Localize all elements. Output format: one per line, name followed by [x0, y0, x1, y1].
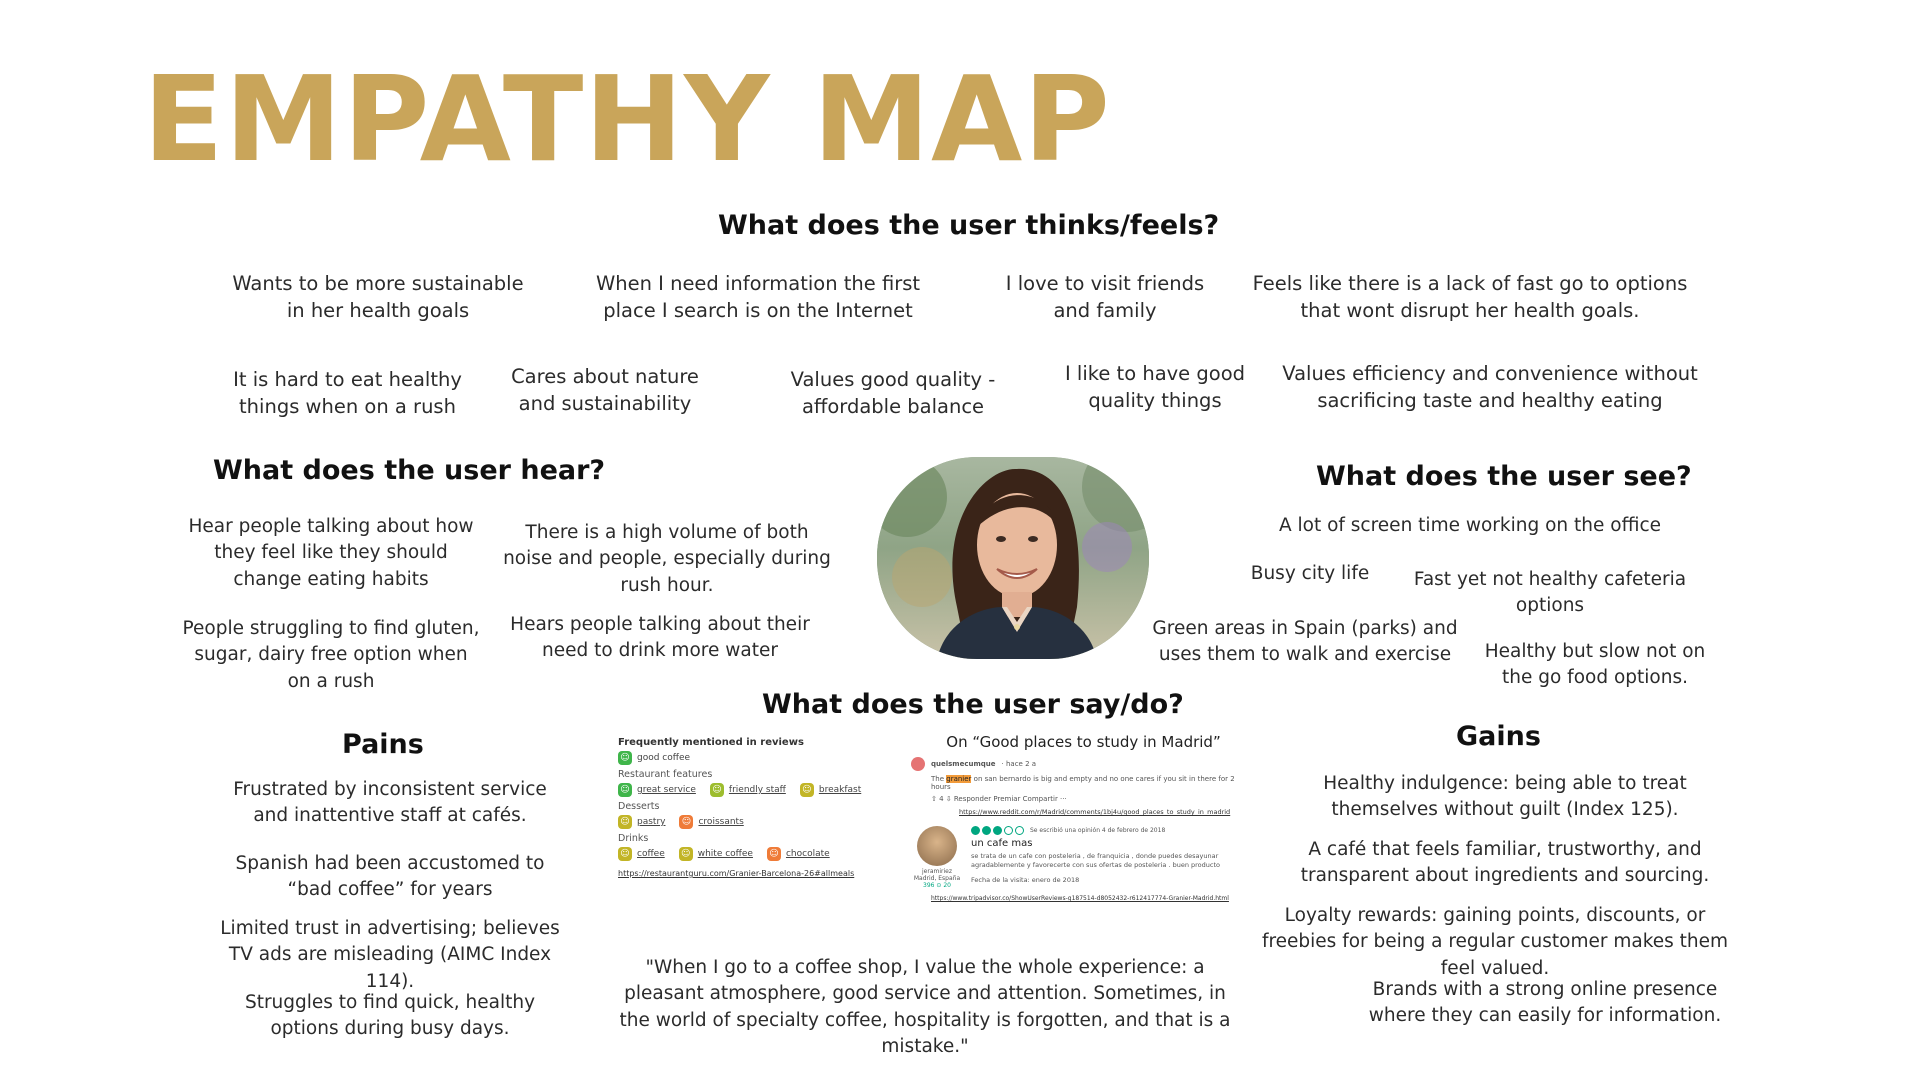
see-item: Busy city life: [1250, 563, 1370, 584]
forum-actions[interactable]: ⇧ 4 ⇩ Responder Premiar Compartir ···: [931, 795, 1067, 803]
forum-screenshot: [911, 733, 1256, 943]
comment-highlight: granier: [946, 775, 972, 783]
see-item: Healthy but slow not on the go food options.: [1484, 641, 1706, 689]
gains-item: Loyalty rewards: gaining points, discounts, or freebies for being a regular customer makes them feel valued.: [1261, 905, 1729, 979]
smile-icon: ☺: [618, 815, 632, 829]
hear-item: People struggling to find gluten, sugar, dairy free option when on a rush: [182, 618, 480, 692]
user-quote: "When I go to a coffee shop, I value the whole experience: a pleasant atmosphere, good service and attention. Sometimes, in the world of specialty coffee, hospitality is forgotten, and that is a mistake.": [619, 957, 1231, 1057]
mention-chip[interactable]: [710, 783, 786, 797]
pains-item: Frustrated by inconsistent service and inattentive staff at cafés.: [233, 779, 547, 827]
gains-item: Healthy indulgence: being able to treat themselves without guilt (Index 125).: [1323, 773, 1687, 821]
mention-chip[interactable]: [618, 847, 665, 861]
thinks-item: When I need information the first place I search is on the Internet: [595, 272, 921, 322]
thinks-item: Values good quality - affordable balance: [790, 368, 996, 418]
review-body: se trata de un cafe con posteleria , de franquicia , donde puedes desayunar agradablemente y favorecerte con sus ofertas de posteleria . buen producto: [971, 852, 1220, 869]
desserts-label: Desserts: [618, 801, 660, 812]
reviews-screenshot: [618, 737, 898, 929]
mention-chip[interactable]: [800, 783, 861, 797]
rating-bubbles: [971, 826, 1024, 835]
reviewer-name: jeramiriez: [922, 868, 952, 875]
forum-caption: On “Good places to study in Madrid”: [946, 733, 1221, 751]
pains-item: Struggles to find quick, healthy options during busy days.: [244, 992, 536, 1040]
smile-icon: ☺: [618, 847, 632, 861]
see-heading: What does the user see?: [1316, 461, 1692, 492]
mention-chip[interactable]: [679, 847, 753, 861]
see-item: Fast yet not healthy cafeteria options: [1413, 569, 1687, 617]
smile-icon: ☺: [679, 815, 693, 829]
forum-user: quelsmecumque: [931, 760, 996, 768]
reviewer-location: Madrid, España: [913, 875, 961, 882]
portrait-image: [877, 457, 1149, 659]
mention-link[interactable]: chocolate: [785, 849, 830, 859]
reviewer-stats: 396 ⊙ 20: [923, 882, 951, 889]
source-url[interactable]: https://restaurantguru.com/Granier-Barcelona-26#allmeals: [618, 869, 855, 878]
hear-item: There is a high volume of both noise and people, especially during rush hour.: [503, 522, 831, 596]
saydo-heading: What does the user say/do?: [762, 689, 1184, 720]
page-title: EMPATHY MAP: [143, 50, 1111, 188]
pains-item: Spanish had been accustomed to “bad coffee” for years: [235, 853, 545, 901]
smile-icon: ☺: [800, 783, 814, 797]
smile-icon: ☺: [710, 783, 724, 797]
thinks-item: I love to visit friends and family: [1005, 272, 1205, 322]
mention-chip[interactable]: [618, 815, 665, 829]
thinks-heading: What does the user thinks/feels?: [718, 210, 1220, 241]
forum-user-meta: · hace 2 a: [1001, 760, 1037, 768]
source-url[interactable]: https://www.reddit.com/r/Madrid/comments/1bj4u/good_places_to_study_in_madrid: [959, 808, 1231, 816]
avatar: [911, 757, 925, 771]
mention-link[interactable]: white coffee: [697, 849, 753, 859]
pains-heading: Pains: [342, 729, 424, 760]
drinks-label: Drinks: [618, 833, 649, 844]
gains-heading: Gains: [1456, 721, 1541, 752]
pains-item: Limited trust in advertising; believes TV ads are misleading (AIMC Index 114).: [220, 918, 560, 992]
review-title: un cafe mas: [971, 838, 1033, 849]
forum-comment: [931, 775, 1256, 791]
mention-link[interactable]: breakfast: [818, 785, 862, 795]
mention-link[interactable]: great service: [637, 785, 696, 795]
smile-icon: ☺: [618, 783, 632, 797]
thinks-item: Feels like there is a lack of fast go to options that wont disrupt her health goals.: [1252, 272, 1688, 322]
mention-link[interactable]: friendly staff: [728, 785, 786, 795]
source-url[interactable]: https://www.tripadvisor.co/ShowUserReviews-g187514-d8052432-r612417774-Granier-Madrid.html: [931, 895, 1229, 902]
comment-text: on san bernardo is big and empty and no one cares if you sit in there for 2 hours: [931, 775, 1235, 791]
user-portrait: [877, 457, 1149, 659]
see-item: A lot of screen time working on the office: [1278, 515, 1662, 536]
thinks-item: It is hard to eat healthy things when on a rush: [233, 368, 462, 418]
smile-icon: ☺: [767, 847, 781, 861]
thinks-item: Cares about nature and sustainability: [511, 365, 699, 415]
features-label: Restaurant features: [618, 769, 713, 780]
thinks-item: Wants to be more sustainable in her health goals: [232, 272, 524, 322]
gains-item: A café that feels familiar, trustworthy, and transparent about ingredients and sourcing.: [1300, 839, 1710, 887]
reviewer-avatar: [917, 826, 957, 866]
hear-item: Hears people talking about their need to drink more water: [510, 614, 810, 662]
thinks-item: Values efficiency and convenience without sacrificing taste and healthy eating: [1282, 362, 1698, 412]
hear-heading: What does the user hear?: [213, 455, 606, 486]
mention-link[interactable]: croissants: [698, 817, 744, 827]
smile-icon: ☺: [679, 847, 693, 861]
mention-label: good coffee: [637, 753, 691, 763]
comment-text: The: [931, 775, 947, 783]
review-meta: Se escribió una opinión 4 de febrero de 2018: [1030, 827, 1166, 834]
mention-chip[interactable]: [679, 815, 743, 829]
mention-chip[interactable]: [767, 847, 830, 861]
mention-chip: [618, 751, 690, 765]
hear-item: Hear people talking about how they feel like they should change eating habits: [188, 516, 474, 590]
reviews-header: Frequently mentioned in reviews: [618, 737, 804, 748]
gains-item: Brands with a strong online presence where they can easily for information.: [1368, 979, 1722, 1027]
smile-icon: ☺: [618, 751, 632, 765]
see-item: Green areas in Spain (parks) and uses them to walk and exercise: [1152, 618, 1458, 666]
visit-date: Fecha de la visita: enero de 2018: [971, 875, 1080, 884]
thinks-item: I like to have good quality things: [1064, 362, 1245, 412]
mention-link[interactable]: pastry: [637, 817, 666, 827]
mention-link[interactable]: coffee: [637, 849, 665, 859]
mention-chip[interactable]: [618, 783, 696, 797]
